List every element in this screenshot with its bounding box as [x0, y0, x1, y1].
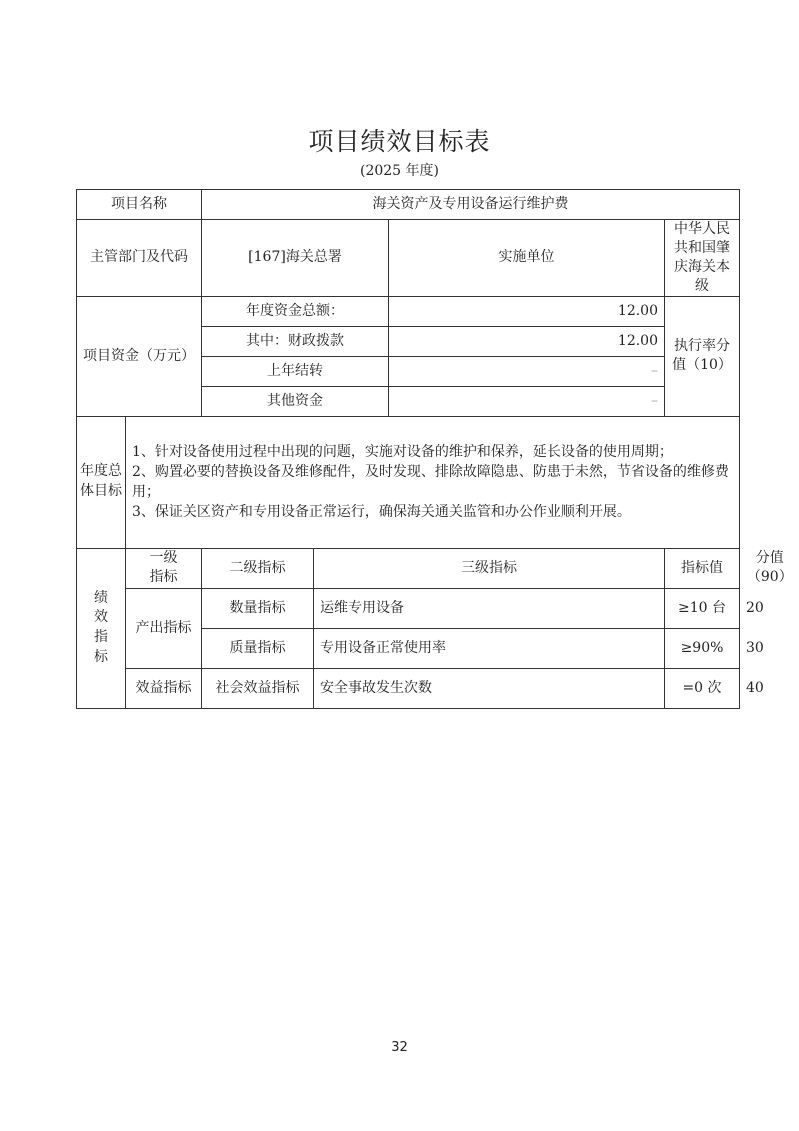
fund-carryover-value: –	[389, 356, 665, 386]
perf-value: ≥90%	[665, 628, 740, 668]
fund-carryover-label: 上年结转	[202, 356, 389, 386]
project-name-value: 海关资产及专用设备运行维护费	[202, 190, 740, 220]
perf-value: ≥10 台	[665, 588, 740, 628]
performance-goal-table: 项目名称 海关资产及专用设备运行维护费 主管部门及代码 [167]海关总署 实施单位 中华人民共和国肇庆海关本级 项目资金（万元） 年度资金总额： 12.00 执行率分值（10） 其中：财政拨款 12.00 上年结转 – 其他资金 – 年度总体目标 1、针对设备使用过程中出现的问题，实施对设备的维护和保养，延长设备的使用周期； 2、购置必要的替换设备及维修配件，及时发现、排除故障隐患、防患于未然，节省设备的维修费用； 3、保证关区资产和专用设备正常运行，确保海关通关监管和办公作业顺利开展。 绩效指标 一级指标 二级指标 三级指标 指标值 分值（90） 产出指标 数量指标 运维专用设备 ≥10 台 20 质量指标 专用设备正常使用率 ≥90% 30 效益指标 社会效益指标 安全事故发生次数 =0 次 40	[76, 189, 740, 709]
dept-value: [167]海关总署	[202, 220, 389, 297]
page-subtitle: (2025 年度)	[359, 163, 439, 179]
fund-total-label: 年度资金总额：	[202, 296, 389, 326]
fund-other-label: 其他资金	[202, 386, 389, 416]
perf-level2-quality: 质量指标	[202, 628, 314, 668]
page-number: 32	[391, 1040, 408, 1055]
fund-other-value: –	[389, 386, 665, 416]
impl-value: 中华人民共和国肇庆海关本级	[665, 220, 740, 297]
perf-header-level2: 二级指标	[202, 548, 314, 588]
perf-header-value: 指标值	[665, 548, 740, 588]
fund-label: 项目资金（万元）	[77, 296, 202, 416]
fund-fiscal-value: 12.00	[389, 326, 665, 356]
perf-value: =0 次	[665, 668, 740, 708]
exec-rate-label: 执行率分值（10）	[665, 296, 740, 416]
perf-header-level3: 三级指标	[314, 548, 665, 588]
goal-line: 3、保证关区资产和专用设备正常运行，确保海关通关监管和办公作业顺利开展。	[132, 504, 631, 521]
perf-label: 绩效指标	[77, 548, 126, 708]
perf-level3-accidents: 安全事故发生次数	[314, 668, 665, 708]
project-name-label: 项目名称	[77, 190, 202, 220]
goal-line: 1、针对设备使用过程中出现的问题，实施对设备的维护和保养，延长设备的使用周期；	[132, 444, 673, 461]
perf-header-level1: 一级指标	[126, 548, 202, 588]
goal-line: 2、购置必要的替换设备及维修配件，及时发现、排除故障隐患、防患于未然，节省设备的维修费用；	[132, 464, 729, 501]
fund-total-value: 12.00	[389, 296, 665, 326]
perf-level3-usage-rate: 专用设备正常使用率	[314, 628, 665, 668]
annual-goal-content	[126, 416, 740, 548]
perf-level3-maintain: 运维专用设备	[314, 588, 665, 628]
fund-fiscal-label: 其中：财政拨款	[202, 326, 389, 356]
perf-level1-benefit: 效益指标	[126, 668, 202, 708]
impl-label: 实施单位	[389, 220, 665, 297]
perf-level1-output: 产出指标	[126, 588, 202, 668]
dept-label: 主管部门及代码	[77, 220, 202, 297]
perf-level2-quantity: 数量指标	[202, 588, 314, 628]
page-title: 项目绩效目标表	[308, 127, 491, 156]
annual-goal-label: 年度总体目标	[77, 416, 126, 548]
perf-level2-social: 社会效益指标	[202, 668, 314, 708]
